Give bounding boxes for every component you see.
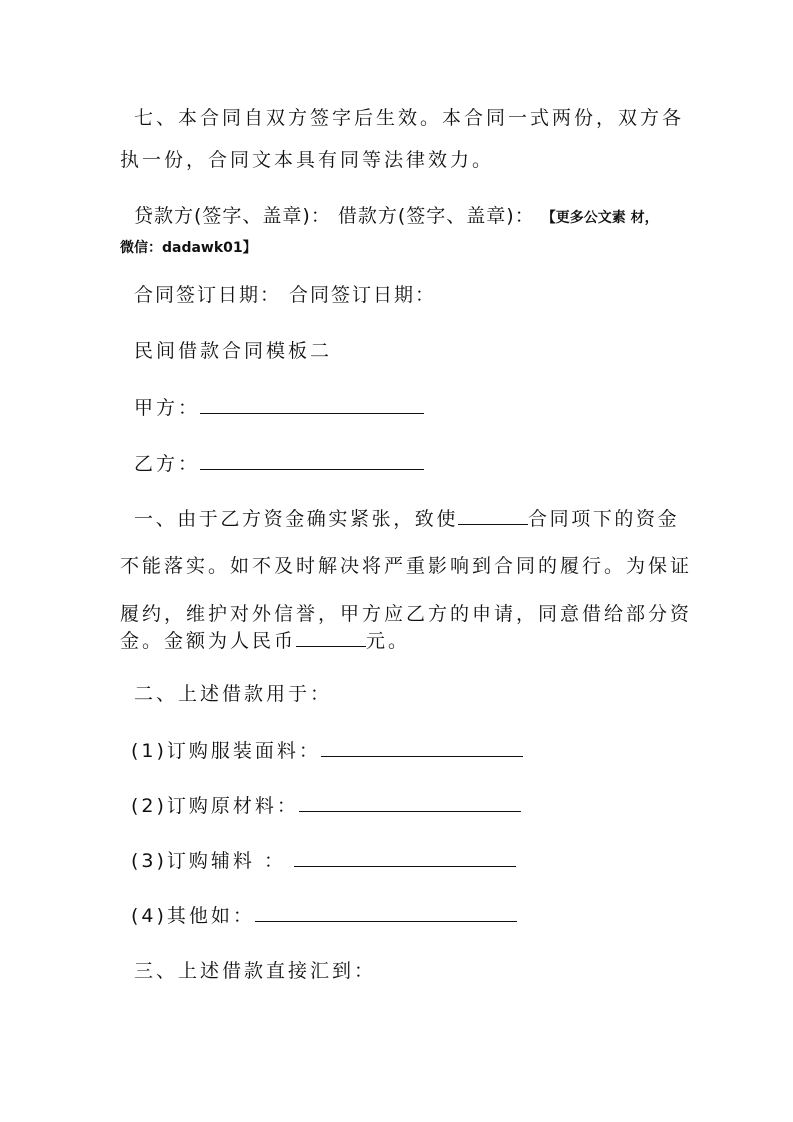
promo-text-part-2: 微信：dadawk01】 (120, 240, 257, 256)
clause-1-text-c: 金。金额为人民币 (120, 630, 297, 652)
amount-blank (296, 626, 366, 647)
item-1-line (131, 736, 691, 765)
clause-7-line-1: 七、本合同自双方签字后生效。本合同一式两份，双方各 (134, 107, 685, 129)
item-1-blank (321, 736, 523, 757)
clause-2-heading: 二、上述借款用于： (134, 683, 333, 705)
template-title: 民间借款合同模板二 (134, 340, 333, 362)
clause-1-line-2: 不能落实。如不及时解决将严重影响到合同的履行。为保证 (120, 555, 693, 577)
item-1-label: (1)订购服装面料： (131, 740, 321, 762)
clause-3-heading: 三、上述借款直接汇到： (134, 960, 377, 982)
clause-1-text-d: 元。 (366, 630, 411, 652)
item-2-label: (2)订购原材料： (131, 795, 299, 817)
sign-dates: 合同签订日期： 合同签订日期： (134, 284, 437, 306)
clause-1-text-a: 一、由于乙方资金确实紧张，致使 (134, 508, 459, 530)
party-b-label: 乙方： (134, 453, 201, 475)
party-b-line (134, 449, 694, 478)
promo-text-part-1: 【更多公文素 材， (548, 210, 659, 226)
item-3-label: (3)订购辅料 ： (131, 850, 286, 872)
party-a-label: 甲方： (134, 397, 201, 419)
clause-1-line-3: 履约，维护对外信誉，甲方应乙方的申请，同意借给部分资 (120, 603, 693, 625)
clause-7-line-2: 执一份，合同文本具有同等法律效力。 (120, 149, 495, 171)
item-4-line (131, 901, 691, 930)
signature-labels: 贷款方(签字、盖章)： 借款方(签字、盖章)： (134, 205, 535, 227)
item-3-line (131, 846, 691, 875)
party-b-blank (200, 449, 424, 470)
item-2-blank (299, 791, 521, 812)
item-2-line (131, 791, 691, 820)
clause-1-blank-1 (458, 504, 528, 525)
signature-line (134, 202, 694, 232)
item-4-label: (4)其他如： (131, 905, 255, 927)
party-a-blank (200, 393, 424, 414)
item-3-blank (294, 846, 516, 867)
clause-1-text-b: 合同项下的资金 (528, 508, 680, 530)
party-a-line (134, 393, 694, 422)
clause-1-line-4 (120, 626, 680, 655)
item-4-blank (255, 901, 517, 922)
clause-1-line-1 (134, 504, 694, 533)
